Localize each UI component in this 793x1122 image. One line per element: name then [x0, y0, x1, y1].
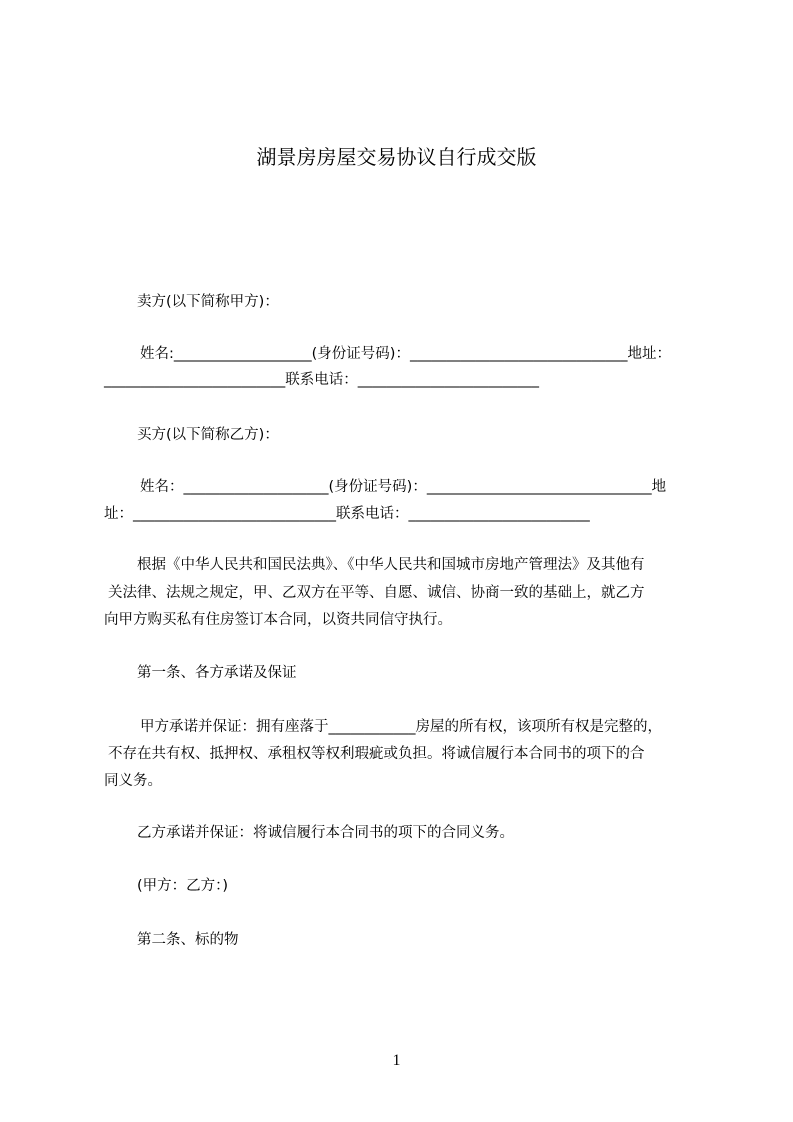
buyer-id-label: (身份证号码)： — [328, 479, 427, 495]
property-location-blank[interactable]: ____________ — [328, 719, 416, 735]
buyer-heading: 买方(以下简称乙方)： — [137, 427, 279, 443]
party-b-commitment: 乙方承诺并保证：将诚信履行本合同书的项下的合同义务。 — [137, 825, 514, 841]
buyer-line-2 — [104, 501, 714, 528]
signature-line: (甲方：乙方：) — [137, 878, 229, 894]
preamble-line-2: 关法律、法规之规定，甲、乙双方在平等、自愿、诚信、协商一致的基础上，就乙方 — [108, 585, 645, 601]
article-2-heading: 第二条、标的物 — [137, 932, 239, 948]
buyer-phone-label: 联系电话： — [336, 506, 409, 522]
article-1-heading: 第一条、各方承诺及保证 — [137, 665, 297, 681]
seller-line-2 — [104, 367, 714, 394]
party-a-line-2: 不存在共有权、抵押权、承租权等权利瑕疵或负担。将诚信履行本合同书的项下的合 — [108, 746, 645, 762]
seller-id-label: (身份证号码)： — [311, 346, 410, 362]
buyer-address-label-2: 址： — [104, 506, 133, 522]
preamble-line-1: 根据《中华人民共和国民法典》、《中华人民共和国城市房地产管理法》及其他有 — [137, 557, 645, 573]
party-a-line-3: 同义务。 — [104, 773, 162, 789]
buyer-id-blank[interactable]: _______________________________ — [426, 479, 652, 495]
buyer-name-blank[interactable]: ____________________ — [183, 479, 329, 495]
page-number: 1 — [392, 1052, 401, 1069]
preamble-line-3: 向甲方购买私有住房签订本合同，以资共同信守执行。 — [104, 612, 452, 628]
buyer-line-1 — [140, 474, 750, 501]
buyer-phone-blank[interactable]: _________________________ — [408, 506, 590, 522]
party-a-suffix: 房屋的所有权，该项所有权是完整的， — [415, 719, 662, 735]
seller-name-label: 姓名: — [140, 346, 174, 362]
seller-address-blank[interactable]: _________________________ — [104, 372, 286, 388]
document-title: 湖景房房屋交易协议自行成交版 — [256, 145, 537, 169]
party-a-line-1 — [140, 714, 750, 741]
seller-heading: 卖方(以下简称甲方)： — [137, 294, 279, 310]
seller-address-label: 地址： — [627, 346, 671, 362]
seller-line-1 — [140, 341, 750, 368]
seller-id-blank[interactable]: ______________________________ — [409, 346, 628, 362]
seller-name-blank[interactable]: ___________________ — [173, 346, 312, 362]
buyer-name-label: 姓名： — [140, 479, 184, 495]
seller-phone-label: 联系电话： — [285, 372, 358, 388]
party-a-prefix: 甲方承诺并保证：拥有座落于 — [140, 719, 329, 735]
buyer-address-label-1: 地 — [651, 479, 667, 495]
seller-phone-blank[interactable]: _________________________ — [357, 372, 539, 388]
buyer-address-blank[interactable]: ____________________________ — [133, 506, 336, 522]
